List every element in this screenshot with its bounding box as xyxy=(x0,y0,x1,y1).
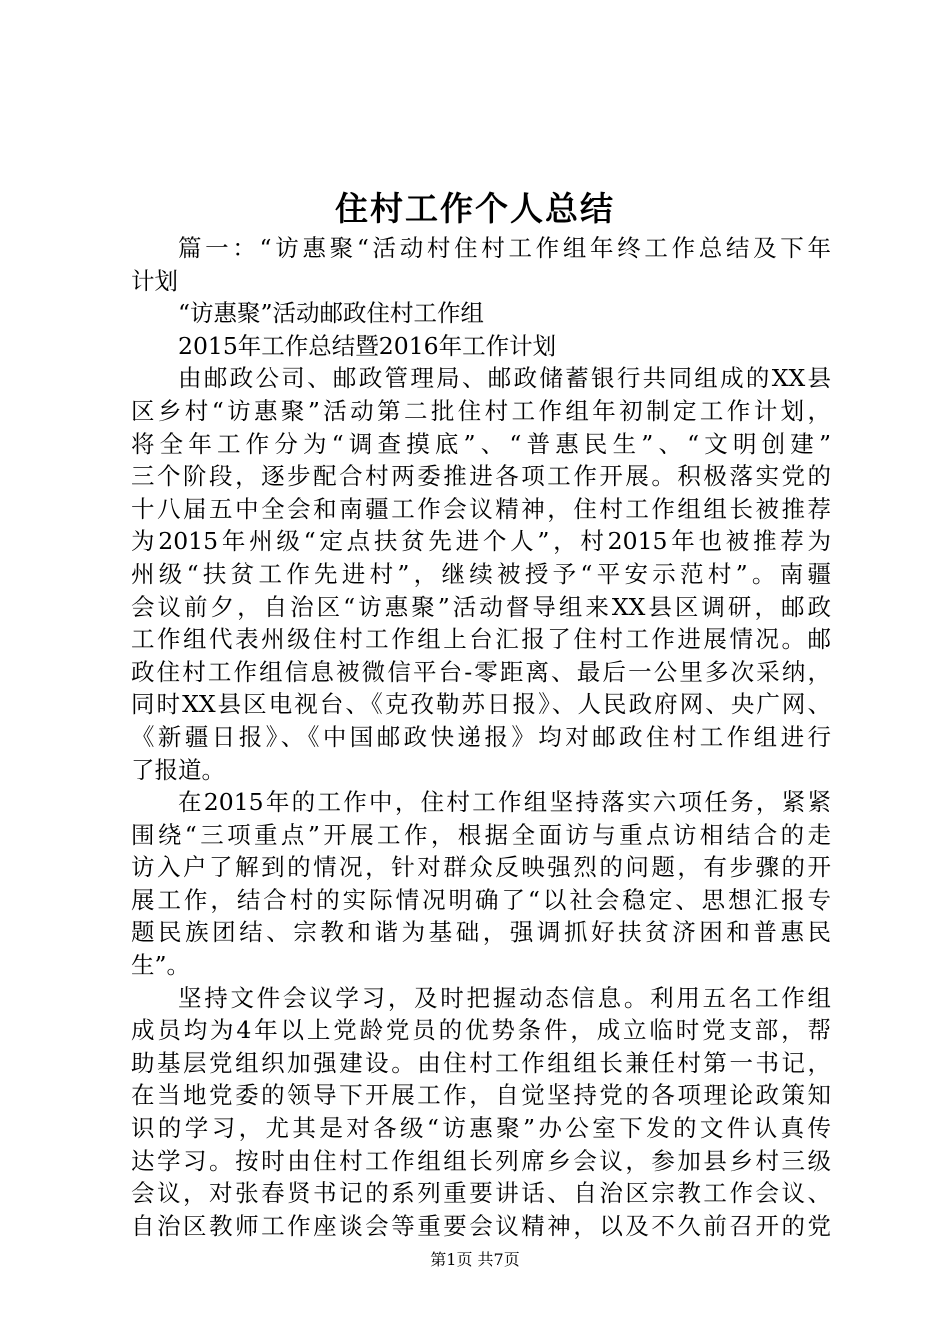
text-line: 会议前夕，自治区“访惠聚”活动督导组来XX县区调研，邮政 xyxy=(131,592,831,621)
text-line: 《新疆日报》、《中国邮政快递报》均对邮政住村工作组进行 xyxy=(131,722,831,751)
text-line: 生”。 xyxy=(131,951,191,980)
text-line: “访惠聚”活动邮政住村工作组 xyxy=(178,299,485,328)
text-line: 达学习。按时由住村工作组组长列席乡会议，参加县乡村三级 xyxy=(131,1146,831,1175)
text-line: 篇一：“访惠聚“活动村住村工作组年终工作总结及下年 xyxy=(178,234,831,262)
document-body xyxy=(131,232,831,1242)
text-line: 在当地党委的领导下开展工作，自觉坚持党的各项理论政策知 xyxy=(131,1081,831,1110)
text-line: 题民族团结、宗教和谐为基础，强调抓好扶贫济困和普惠民 xyxy=(131,918,831,947)
text-line: 为2015年州级“定点扶贫先进个人”，村2015年也被推荐为 xyxy=(131,527,831,556)
page-footer: 第1页 共7页 xyxy=(430,1250,520,1269)
text-line: 围绕“三项重点”开展工作，根据全面访与重点访相结合的走 xyxy=(131,820,831,849)
text-line: 由邮政公司、邮政管理局、邮政储蓄银行共同组成的XX县 xyxy=(178,364,831,393)
text-line: 助基层党组织加强建设。由住村工作组组长兼任村第一书记， xyxy=(131,1048,831,1077)
text-line: 十八届五中全会和南疆工作会议精神，住村工作组组长被推荐 xyxy=(131,494,831,523)
text-line: 自治区教师工作座谈会等重要会议精神，以及不久前召开的党 xyxy=(131,1211,831,1240)
text-line: 同时XX县区电视台、《克孜勒苏日报》、人民政府网、央广网、 xyxy=(131,690,831,719)
text-line: 了报道。 xyxy=(131,755,225,784)
document-title: 住村工作个人总结 xyxy=(335,189,615,228)
text-line: 州级“扶贫工作先进村”，继续被授予“平安示范村”。南疆 xyxy=(131,559,831,588)
text-line: 工作组代表州级住村工作组上台汇报了住村工作进展情况。邮 xyxy=(131,625,831,654)
text-line: 识的学习，尤其是对各级“访惠聚”办公室下发的文件认真传 xyxy=(131,1114,831,1143)
text-line: 政住村工作组信息被微信平台-零距离、最后一公里多次采纳， xyxy=(131,657,831,686)
text-line: 成员均为4年以上党龄党员的优势条件，成立临时党支部，帮 xyxy=(131,1016,831,1045)
text-line: 访入户了解到的情况，针对群众反映强烈的问题，有步骤的开 xyxy=(131,853,831,882)
text-line: 2015年工作总结暨2016年工作计划 xyxy=(178,331,557,360)
text-line: 区乡村“访惠聚”活动第二批住村工作组年初制定工作计划， xyxy=(131,396,831,425)
text-line: 会议，对张春贤书记的系列重要讲话、自治区宗教工作会议、 xyxy=(131,1179,831,1208)
text-line: 坚持文件会议学习，及时把握动态信息。利用五名工作组 xyxy=(178,983,831,1012)
text-line: 计划 xyxy=(131,266,178,295)
text-line: 将全年工作分为“调查摸底”、“普惠民生”、“文明创建” xyxy=(131,429,831,458)
text-line: 展工作，结合村的实际情况明确了“以社会稳定、思想汇报专 xyxy=(131,885,831,914)
text-line: 在2015年的工作中，住村工作组坚持落实六项任务，紧紧 xyxy=(178,788,831,817)
text-line: 三个阶段，逐步配合村两委推进各项工作开展。积极落实党的 xyxy=(131,462,831,491)
